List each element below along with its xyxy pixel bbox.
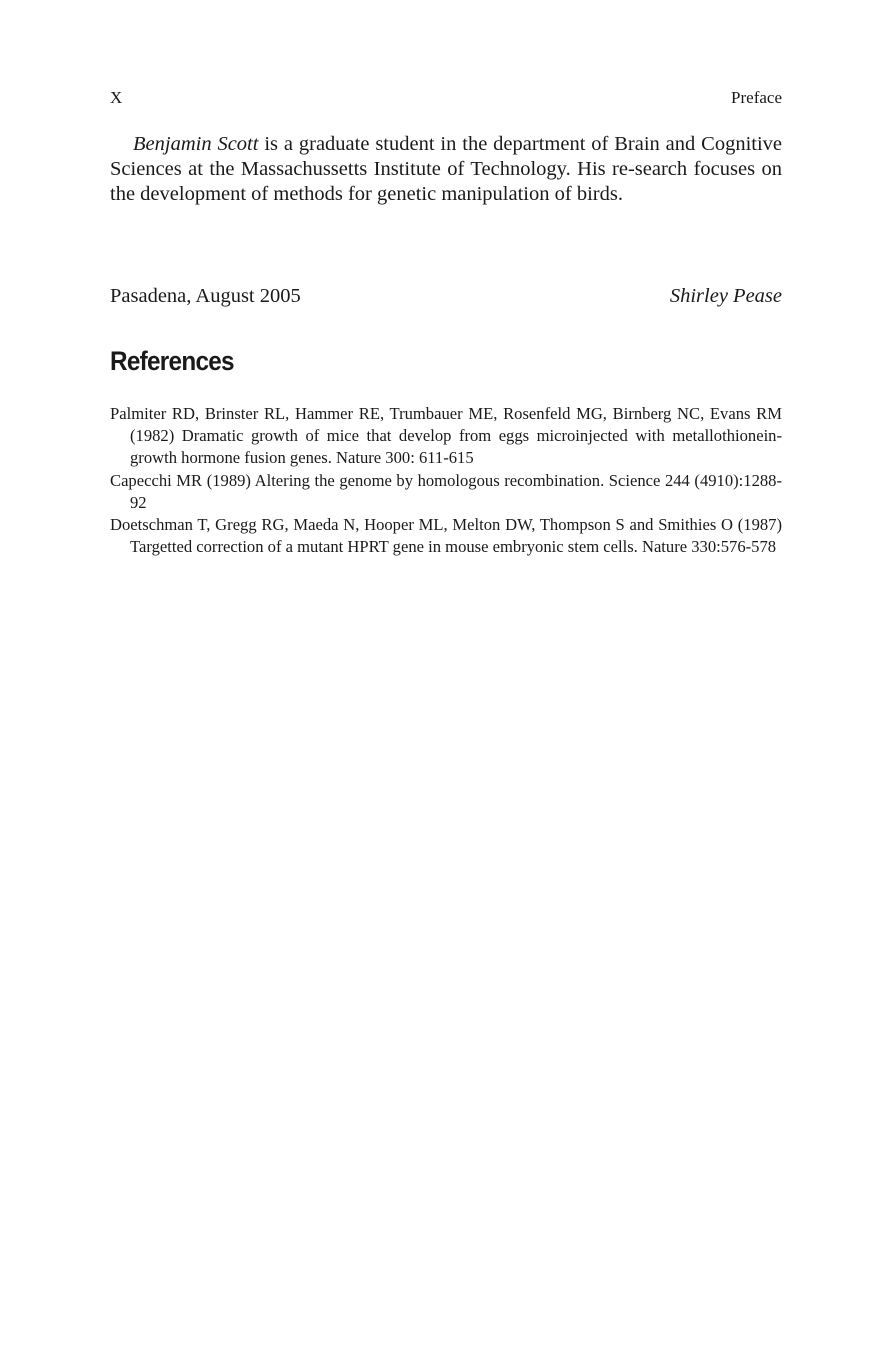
signoff-author: Shirley Pease (669, 285, 782, 307)
contributor-name: Benjamin Scott (133, 133, 259, 155)
running-head (110, 88, 782, 108)
running-head-title: Preface (731, 88, 782, 107)
reference-item: Palmiter RD, Brinster RL, Hammer RE, Trumbauer ME, Rosenfeld MG, Birnberg NC, Evans RM (1982) Dramatic growth of mice that develop from eggs microinjected with metallothionein-growth hormone fusion genes. Nature 300: 611-615 (110, 404, 782, 468)
reference-item: Capecchi MR (1989) Altering the genome by homologous recombination. Science 244 (4910):1288-92 (110, 470, 782, 512)
preface-signoff (110, 284, 782, 309)
signoff-place-date: Pasadena, August 2005 (110, 285, 301, 307)
page-number: X (110, 88, 123, 107)
contributor-bio (110, 132, 782, 207)
contributor-bio-text: is a graduate student in the department of Brain and Cognitive Sciences at the Massachussetts Institute of Technology. His re-search focuses on the development of methods for genetic manipulation of birds. (110, 133, 783, 205)
reference-item: Doetschman T, Gregg RG, Maeda N, Hooper ML, Melton DW, Thompson S and Smithies O (1987) Targetted correction of a mutant HPRT gene in mouse embryonic stem cells. Nature 330:576-578 (110, 515, 782, 557)
references-heading: References (110, 346, 234, 376)
reference-list (110, 403, 782, 558)
